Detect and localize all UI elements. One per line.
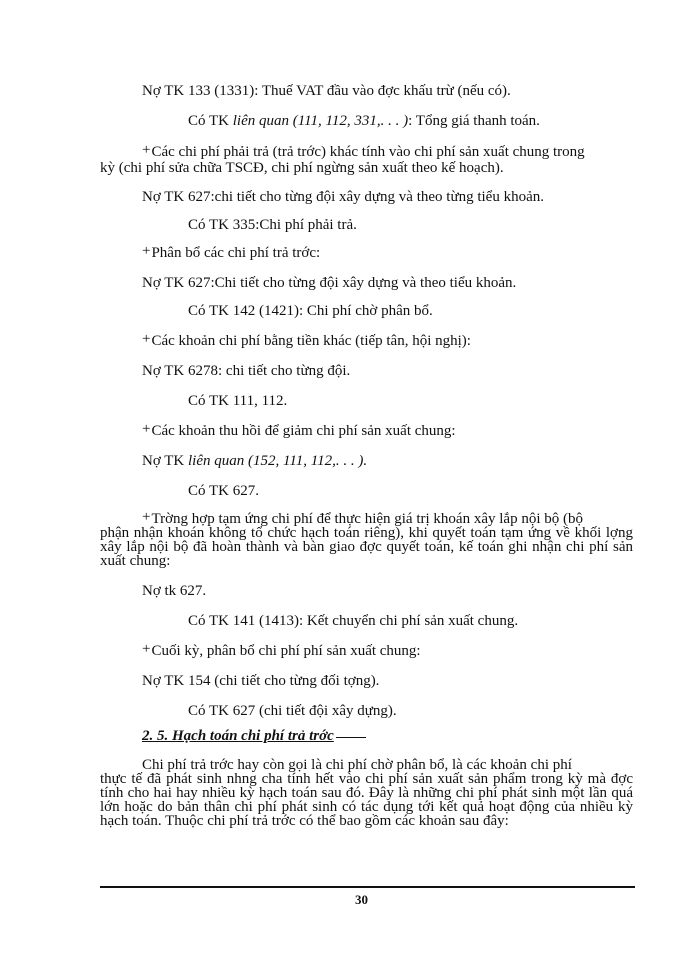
paragraph-text: Chi phí trả trớc hay còn gọi là chi phí chờ phân bổ, là các khoản chi phí [142,757,572,773]
line-text: Nợ TK [142,453,188,469]
line-text: Có TK [188,113,233,129]
plus-bullet-icon: + [142,421,151,437]
line-no-627-tieu-khoan [142,274,516,292]
line-text: Có TK 141 (1413): Kết chuyển chi phí sản xuất chung. [188,613,519,629]
line-text: Nợ TK 133 (1331): Thuế VAT đầu vào đợc khấu trừ (nếu có). [142,83,511,99]
line-text: Cuối kỳ, phân bổ chi phí phí sản xuất chung: [151,643,421,659]
paragraph-text: Các chi phí phải trả (trả trớc) khác tính vào chi phí sản xuất chung trong [151,144,585,160]
line-text: Có TK 142 (1421): Chi phí chờ phân bổ. [188,303,433,319]
line-text-italic: liên quan (152, 111, 112,. . . ). [188,453,368,469]
line-text: Có TK 627. [188,483,259,499]
line-khoan-tien-khac [142,332,471,350]
paragraph-text: Trờng hợp tạm ứng chi phí để thực hiện giá trị khoán xây lắp nội bộ (bộ [151,511,583,527]
paragraph-text: kỳ (chi phí sửa chữa TSCĐ, chi phí ngừng sản xuất theo kế hoạch). [100,160,504,176]
line-text: Có TK 111, 112. [188,393,288,409]
line-phan-bo [142,244,320,262]
heading-text: 2. 5. Hạch toán chi phí trả trớc [142,728,334,744]
line-text: Nợ TK 154 (chi tiết cho từng đối tợng). [142,673,380,689]
paragraph-tam-ung [100,509,633,569]
line-co-142 [188,302,433,320]
line-co-335 [188,216,357,234]
line-text: Phân bổ các chi phí trả trớc: [151,245,321,261]
page-number: 30 [355,892,368,907]
plus-bullet-icon: + [142,509,151,525]
line-co-lien-quan [188,112,540,130]
line-co-627-a [188,482,259,500]
line-khoan-thu-hoi [142,422,456,440]
paragraph-chi-phi-tra-truoc [100,758,633,828]
footer-rule [100,886,635,888]
line-text-post: : Tổng giá thanh toán. [408,113,540,129]
line-text: Nợ TK 627:Chi tiết cho từng đội xây dựng và theo tiểu khoản. [142,275,517,291]
line-no-154 [142,672,379,690]
paragraph-chi-phi-phai-tra [100,144,633,176]
line-co-111-112 [188,392,287,410]
heading-underline-extension [336,737,366,738]
line-text: Các khoản chi phí bằng tiền khác (tiếp tân, hội nghị): [151,333,471,349]
line-no-6278 [142,362,350,380]
line-co-141 [188,612,518,630]
paragraph-text: phận nhận khoán không tổ chức hạch toán riêng), khi quyết toán tạm ứng về khối lợng xây lắp nội bộ đã hoàn thành và bàn giao đợc quyết toán, kế toán ghi nhận chi phí sản xuất chung: [100,525,633,569]
line-text: Nợ tk 627. [142,583,207,599]
plus-bullet-icon: + [142,331,151,347]
plus-bullet-icon: + [142,142,151,158]
line-cuoi-ky [142,642,421,660]
line-no-627-doi [142,188,544,206]
plus-bullet-icon: + [142,243,151,259]
line-text: Nợ TK 627:chi tiết cho từng đội xây dựng và theo từng tiểu khoản. [142,189,544,205]
line-no-lien-quan [142,452,367,470]
line-text: Nợ TK 6278: chi tiết cho từng đội. [142,363,351,379]
line-text: Các khoản thu hồi để giảm chi phí sản xuất chung: [151,423,456,439]
paragraph-text: thực tế đã phát sinh nhng cha tính hết vào chi phí sản xuất sản phẩm trong kỳ mà đợc tính cho hai hay nhiều kỳ hạch toán sau đó. Đây là những chi phí phát sinh một lần quá lớn hoặc do bản thân chi phí phát sinh có tác dụng tới kết quả hoạt động của nhiều kỳ hạch toán. Thuộc chi phí trả trớc có thể bao gồm các khoản sau đây: [100,771,633,829]
section-heading [142,728,366,745]
line-text-italic: liên quan (111, 112, 331,. . . ) [232,113,409,129]
line-text: Có TK 335:Chi phí phải trả. [188,217,357,233]
line-co-627-b [188,702,397,720]
line-no-133 [142,82,511,100]
line-no-tk-627 [142,582,206,600]
plus-bullet-icon: + [142,641,151,657]
line-text: Có TK 627 (chi tiết đội xây dựng). [188,703,397,719]
